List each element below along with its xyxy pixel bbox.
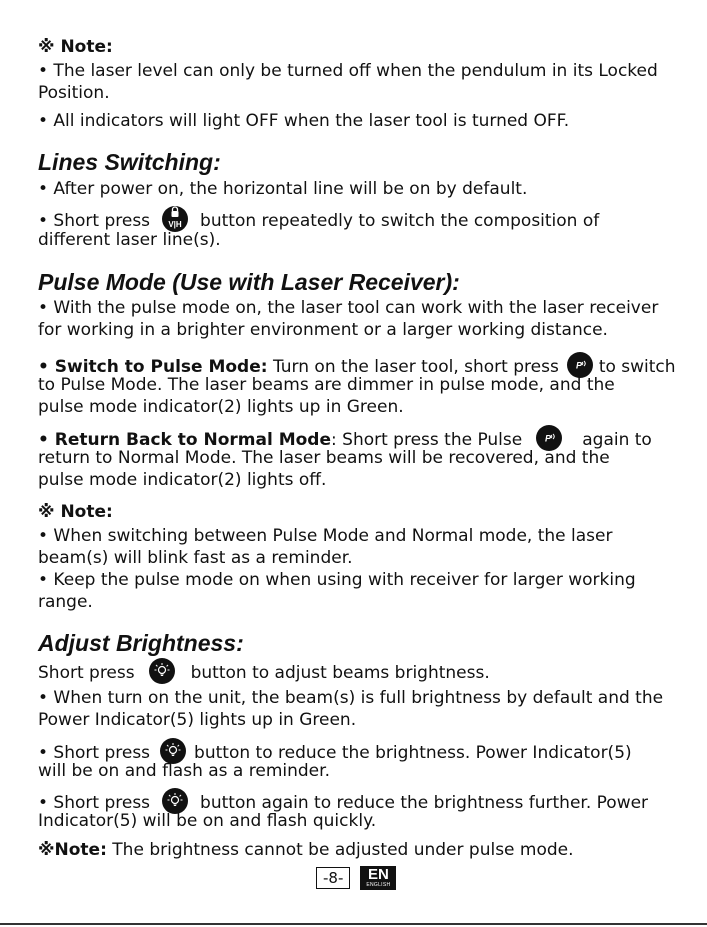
pulse-mode-line1: • With the pulse mode on, the laser tool can work with the laser receiver	[38, 298, 659, 318]
note1-line2: Position.	[38, 83, 110, 103]
brightness-line6: • Short press button again to reduce the brightness further. Power	[38, 788, 648, 814]
note2-line1: • When switching between Pulse Mode and Normal mode, the laser	[38, 526, 613, 546]
bottom-rule	[0, 923, 707, 925]
brightness-line2: • When turn on the unit, the beam(s) is full brightness by default and the	[38, 688, 664, 708]
svg-text:P: P	[545, 433, 552, 444]
return-normal-line2: return to Normal Mode. The laser beams will be recovered, and the	[38, 448, 610, 468]
note1-label: ※ Note:	[38, 37, 113, 57]
note1-line3: • All indicators will light OFF when the laser tool is turned OFF.	[38, 111, 570, 131]
page-footer	[316, 866, 396, 890]
brightness-line1: Short press button to adjust beams brightness.	[38, 658, 490, 684]
lines-switching-line2: • Short press V|H button repeatedly to switch the composition of	[38, 206, 599, 232]
note1-line1: • The laser level can only be turned off when the pendulum in its Locked	[38, 61, 658, 81]
lines-switching-line3: different laser line(s).	[38, 230, 221, 250]
note2-label: ※ Note:	[38, 502, 113, 522]
brightness-note: ※Note: The brightness cannot be adjusted under pulse mode.	[38, 840, 574, 860]
brightness-line3: Power Indicator(5) lights up in Green.	[38, 710, 357, 730]
note2-line2: beam(s) will blink fast as a reminder.	[38, 548, 353, 568]
language-badge: EN ENGLISH	[360, 866, 396, 890]
return-normal-line1: • Return Back to Normal Mode: Short press the Pulse P again to	[38, 425, 652, 451]
switch-pulse-line3: pulse mode indicator(2) lights up in Green.	[38, 397, 404, 417]
switch-pulse-line2: to Pulse Mode. The laser beams are dimmer in pulse mode, and the	[38, 375, 615, 395]
svg-text:V|H: V|H	[168, 220, 182, 229]
switch-pulse-line1: • Switch to Pulse Mode: Turn on the laser tool, short press P to switch	[38, 352, 676, 378]
note2-line4: range.	[38, 592, 93, 612]
svg-text:P: P	[575, 360, 582, 371]
brightness-icon	[149, 658, 175, 684]
brightness-line7: Indicator(5) will be on and flash quickly.	[38, 811, 377, 831]
lines-switching-heading: Lines Switching:	[38, 149, 221, 175]
lines-switching-line1: • After power on, the horizontal line will be on by default.	[38, 179, 528, 199]
brightness-line4: • Short press button to reduce the brightness. Power Indicator(5)	[38, 738, 632, 764]
return-normal-line3: pulse mode indicator(2) lights off.	[38, 470, 327, 490]
pulse-mode-heading: Pulse Mode (Use with Laser Receiver):	[38, 269, 460, 295]
brightness-heading: Adjust Brightness:	[38, 630, 244, 656]
pulse-mode-line2: for working in a brighter environment or a larger working distance.	[38, 320, 608, 340]
note2-line3: • Keep the pulse mode on when using with receiver for larger working	[38, 570, 636, 590]
page-number: -8-	[316, 867, 350, 889]
brightness-line5: will be on and flash as a reminder.	[38, 761, 330, 781]
